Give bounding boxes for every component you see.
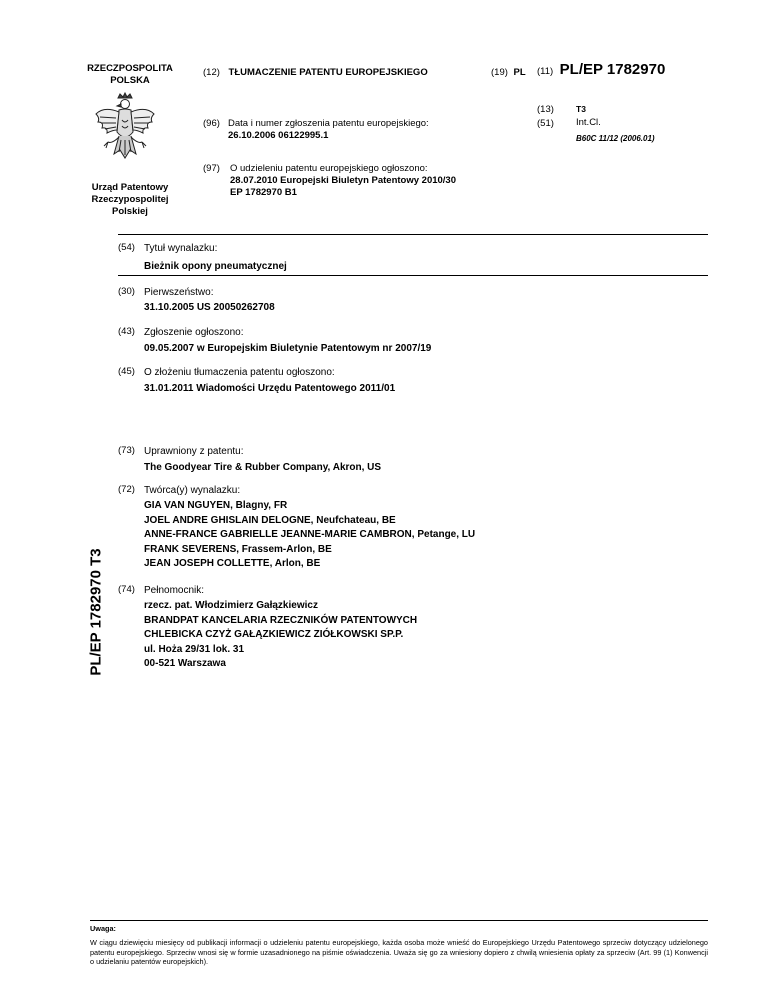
patent-number-line xyxy=(537,61,665,79)
field-label: Zgłoszenie ogłoszono: xyxy=(144,327,244,338)
field-line: 09.05.2007 w Europejskim Biuletynie Patentowym nr 2007/19 xyxy=(144,343,432,354)
intcl-label: Int.Cl. xyxy=(576,117,601,128)
inventor-line: JOEL ANDRE GHISLAIN DELOGNE, Neufchateau, BE xyxy=(144,514,396,526)
field-label: Uprawniony z patentu: xyxy=(144,446,244,457)
office-name xyxy=(70,182,190,218)
inventor-list xyxy=(144,499,475,572)
field-label: O złożeniu tłumaczenia patentu ogłoszono: xyxy=(144,367,335,378)
attorney-line: 00-521 Warszawa xyxy=(144,658,226,669)
doc-type-line xyxy=(203,67,428,79)
office-line-2: Rzeczypospolitej xyxy=(91,194,169,205)
field-line: 31.01.2011 Wiadomości Urzędu Patentowego 2011/01 xyxy=(144,383,396,394)
attorney-line: CHLEBICKA CZYŻ GAŁĄZKIEWICZ ZIÓŁKOWSKI SP.P. xyxy=(144,629,404,640)
doc-type: TŁUMACZENIE PATENTU EUROPEJSKIEGO xyxy=(228,67,428,78)
field-code: (45) xyxy=(118,366,135,377)
footer-note-label: Uwaga: xyxy=(90,924,116,933)
attorney-list xyxy=(144,599,417,672)
field-line: Bieżnik opony pneumatycznej xyxy=(144,261,287,272)
country-line-2: POLSKA xyxy=(110,75,150,86)
field-54 xyxy=(118,242,287,274)
field-code: (43) xyxy=(118,326,135,337)
country-code: PL xyxy=(513,67,526,78)
country-line-1: RZECZPOSPOLITA xyxy=(87,63,173,74)
field-74 xyxy=(118,584,417,672)
field-label: Pierwszeństwo: xyxy=(144,287,214,298)
office-line-3: Polskiej xyxy=(112,206,148,217)
grant-block xyxy=(203,163,456,199)
code-11: (11) xyxy=(537,66,554,77)
footer-divider xyxy=(90,920,708,921)
code-51: (51) xyxy=(537,118,554,129)
field-label: Twórca(y) wynalazku: xyxy=(144,485,241,496)
application-block xyxy=(203,118,429,142)
attorney-line: rzecz. pat. Włodzimierz Gałązkiewicz xyxy=(144,600,318,611)
field-code: (30) xyxy=(118,286,135,297)
country-name xyxy=(78,63,182,87)
code-12: (12) xyxy=(203,67,220,78)
code-97: (97) xyxy=(203,163,220,174)
grant-label: O udzieleniu patentu europejskiego ogłoszono: xyxy=(230,163,428,174)
field-30 xyxy=(118,286,275,315)
office-line-1: Urząd Patentowy xyxy=(91,182,169,193)
field-code: (72) xyxy=(118,484,135,495)
field-code: (54) xyxy=(118,242,135,253)
inventor-line: FRANK SEVERENS, Frassem-Arlon, BE xyxy=(144,543,332,555)
code-19: (19) xyxy=(491,67,508,78)
inventor-line: GIA VAN NGUYEN, Blagny, FR xyxy=(144,500,288,511)
field-line: 31.10.2005 US 20050262708 xyxy=(144,302,275,313)
intcl-value: B60C 11/12 (2006.01) xyxy=(576,134,655,143)
white-eagle-emblem-icon xyxy=(92,92,158,174)
field-code: (73) xyxy=(118,445,135,456)
application-label: Data i numer zgłoszenia patentu europejskiego: xyxy=(228,118,429,129)
attorney-line: ul. Hoża 29/31 lok. 31 xyxy=(144,643,245,655)
inventor-line: JEAN JOSEPH COLLETTE, Arlon, BE xyxy=(144,558,321,569)
patent-number: PL/EP 1782970 xyxy=(559,61,666,78)
inventor-line: ANNE-FRANCE GABRIELLE JEANNE-MARIE CAMBRON, Petange, LU xyxy=(144,529,476,540)
code-96: (96) xyxy=(203,118,220,129)
grant-value-2: EP 1782970 B1 xyxy=(230,187,297,198)
header-divider xyxy=(118,234,708,235)
attorney-line: BRANDPAT KANCELARIA RZECZNIKÓW PATENTOWYCH xyxy=(144,614,418,626)
title-divider xyxy=(118,275,708,276)
field-72 xyxy=(118,484,475,572)
grant-value-1: 28.07.2010 Europejski Biuletyn Patentowy 2010/30 xyxy=(230,175,457,186)
application-value: 26.10.2006 06122995.1 xyxy=(228,130,329,141)
field-45 xyxy=(118,366,395,396)
footer-note-text: W ciągu dziewięciu miesięcy od publikacji informacji o udzieleniu patentu europejskiego, każda osoba może wnieść do Europejskiego Urzędu Patentowego sprzeciw dotyczący udzielonego patentu europejskiego. Sprzeciw wnosi się w formie uzasadnionego na piśmie oświadczenia. Uważa się go za wniesiony dopiero z chwilą wniesienia opłaty za sprzeciw (Art. 99 (1) Konwencji o udzielaniu patentów europejskich). xyxy=(90,938,708,966)
code-13: (13) xyxy=(537,104,554,115)
field-code: (74) xyxy=(118,584,135,595)
country-code-line xyxy=(491,67,526,79)
field-label: Tytuł wynalazku: xyxy=(144,243,218,254)
sidebar-patent-number: PL/EP 1782970 T3 xyxy=(87,548,105,676)
field-line: The Goodyear Tire & Rubber Company, Akron, US xyxy=(144,462,382,473)
field-label: Pełnomocnik: xyxy=(144,585,205,596)
field-73 xyxy=(118,445,381,475)
field-43 xyxy=(118,326,431,356)
kind-code: T3 xyxy=(576,104,586,114)
